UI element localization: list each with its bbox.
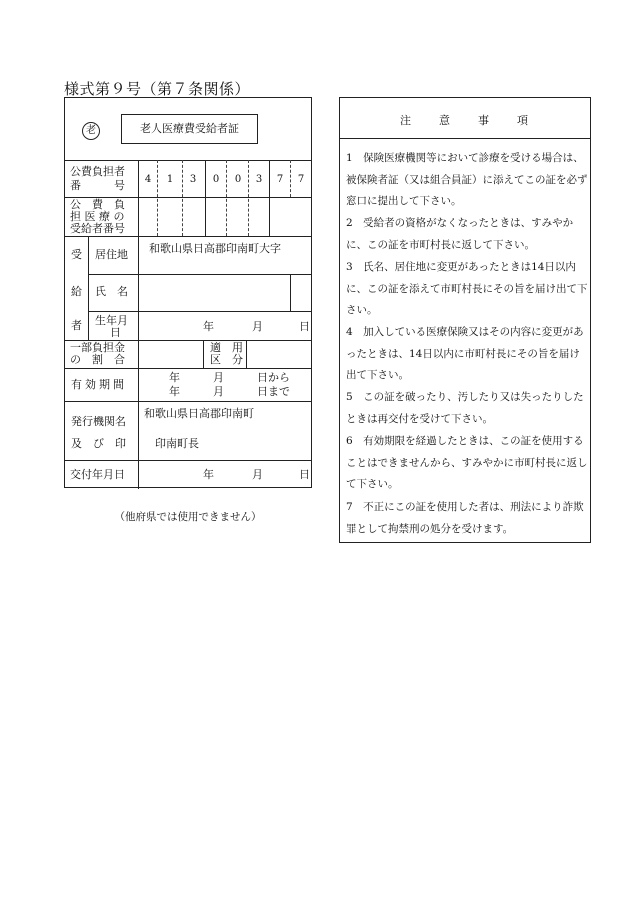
divider-line bbox=[88, 236, 89, 340]
validity-from: 年 月 日から bbox=[169, 371, 290, 384]
validity-to: 年 月 日まで bbox=[169, 385, 290, 398]
note-item: 7 不正にこの証を使用した者は、刑法により詐欺罪として拘禁刑の処分を受けます。 bbox=[346, 501, 584, 535]
birth-month-label: 月 bbox=[252, 320, 263, 333]
recipient-side-label: 給 bbox=[71, 285, 82, 298]
recipient-number-label: 公 費 負 bbox=[70, 198, 125, 211]
issuer-organization: 和歌山県日高郡印南町 bbox=[144, 407, 254, 420]
copay-ratio-label: 一部負担金 bbox=[70, 341, 125, 354]
issuer-label: 及 び 印 bbox=[71, 437, 126, 450]
divider-line bbox=[65, 368, 311, 369]
recipient-number-label: 担 医 療 の bbox=[70, 210, 125, 223]
divider-line bbox=[65, 236, 311, 237]
note-item: 1 保険医療機関等において診療を受ける場合は、被保険者証（又は組合員証）に添えてこの証を必ず窓口に提出して下さい。 bbox=[346, 152, 588, 207]
payer-number-digit: 3 bbox=[189, 174, 197, 185]
divider-line bbox=[88, 311, 311, 312]
copay-ratio-label: の 割 合 bbox=[70, 353, 125, 366]
address-label: 居住地 bbox=[95, 248, 128, 261]
recipient-side-label: 者 bbox=[71, 319, 82, 332]
payer-number-digit: 0 bbox=[234, 174, 242, 185]
validity-period-label: 有効期間 bbox=[71, 378, 127, 391]
name-label: 氏 名 bbox=[95, 285, 128, 298]
payer-number-digit: 0 bbox=[212, 174, 220, 185]
birth-year-label: 年 bbox=[203, 320, 214, 333]
divider-line bbox=[138, 160, 139, 236]
note-item: 4 加入している医療保険又はその内容に変更があったときは、14日以内に市町村長にその旨を届け出て下さい。 bbox=[346, 326, 584, 381]
issue-date-label: 交付年月日 bbox=[70, 468, 125, 481]
recipient-side-label: 受 bbox=[71, 248, 82, 261]
recipient-card bbox=[64, 97, 312, 488]
elderly-seal-mark: 老 bbox=[82, 122, 100, 140]
divider-line bbox=[138, 236, 139, 340]
birth-day-label: 日 bbox=[299, 320, 310, 333]
issuer-label: 発行機関名 bbox=[71, 415, 126, 428]
form-title: 様式第９号（第７条関係） bbox=[64, 80, 251, 98]
payer-number-digit: 7 bbox=[297, 174, 305, 185]
digit-divider bbox=[157, 160, 158, 236]
digit-divider bbox=[248, 160, 249, 236]
digit-divider bbox=[205, 160, 206, 236]
divider-line bbox=[340, 138, 590, 139]
note-item: 6 有効期限を経過したときは、この証を使用することはできませんから、すみやかに市町村長に返して下さい。 bbox=[346, 435, 588, 490]
card-name: 老人医療費受給者証 bbox=[121, 114, 258, 144]
issue-day-label: 日 bbox=[299, 468, 310, 481]
issue-year-label: 年 bbox=[203, 468, 214, 481]
divider-line bbox=[65, 401, 311, 402]
birthdate-label: 日 bbox=[110, 326, 121, 339]
notes-title: 注 意 事 項 bbox=[400, 114, 530, 127]
payer-number-digit: 7 bbox=[276, 174, 284, 185]
digit-divider bbox=[290, 160, 291, 197]
birthdate-label: 生年月 bbox=[95, 314, 128, 327]
divider-line bbox=[138, 340, 139, 489]
out-of-prefecture-note: （他府県では使用できません） bbox=[114, 511, 262, 523]
divider-line bbox=[65, 460, 311, 461]
divider-line bbox=[203, 340, 204, 368]
notes-panel bbox=[339, 97, 591, 543]
divider-line bbox=[88, 274, 311, 275]
issuer-head: 印南町長 bbox=[155, 437, 199, 450]
issue-month-label: 月 bbox=[252, 468, 263, 481]
note-item: 2 受給者の資格がなくなったときは、すみやかに、この証を市町村長に返して下さい。 bbox=[346, 217, 574, 251]
payer-number-label: 番 号 bbox=[70, 179, 125, 192]
payer-number-digit: 3 bbox=[255, 174, 263, 185]
applicable-category-label: 適 用 bbox=[210, 341, 243, 354]
payer-number-digit: 1 bbox=[166, 174, 174, 185]
digit-divider bbox=[269, 160, 270, 236]
note-item: 3 氏名、居住地に変更があったときは14日以内に、この証を添えて市町村長にその旨を届け出て下さい。 bbox=[346, 261, 588, 316]
address-value: 和歌山県日高郡印南町大字 bbox=[149, 242, 281, 255]
digit-divider bbox=[182, 160, 183, 236]
divider-line bbox=[65, 160, 311, 161]
payer-number-label: 公費負担者 bbox=[70, 165, 125, 178]
payer-number-digit: 4 bbox=[144, 174, 152, 185]
applicable-category-label: 区 分 bbox=[210, 353, 243, 366]
note-item: 5 この証を破ったり、汚したり又は失ったりしたときは再交付を受けて下さい。 bbox=[346, 391, 584, 425]
recipient-number-label: 受給者番号 bbox=[70, 222, 125, 235]
divider-line bbox=[246, 340, 247, 368]
divider-line bbox=[290, 274, 291, 311]
digit-divider bbox=[226, 160, 227, 236]
